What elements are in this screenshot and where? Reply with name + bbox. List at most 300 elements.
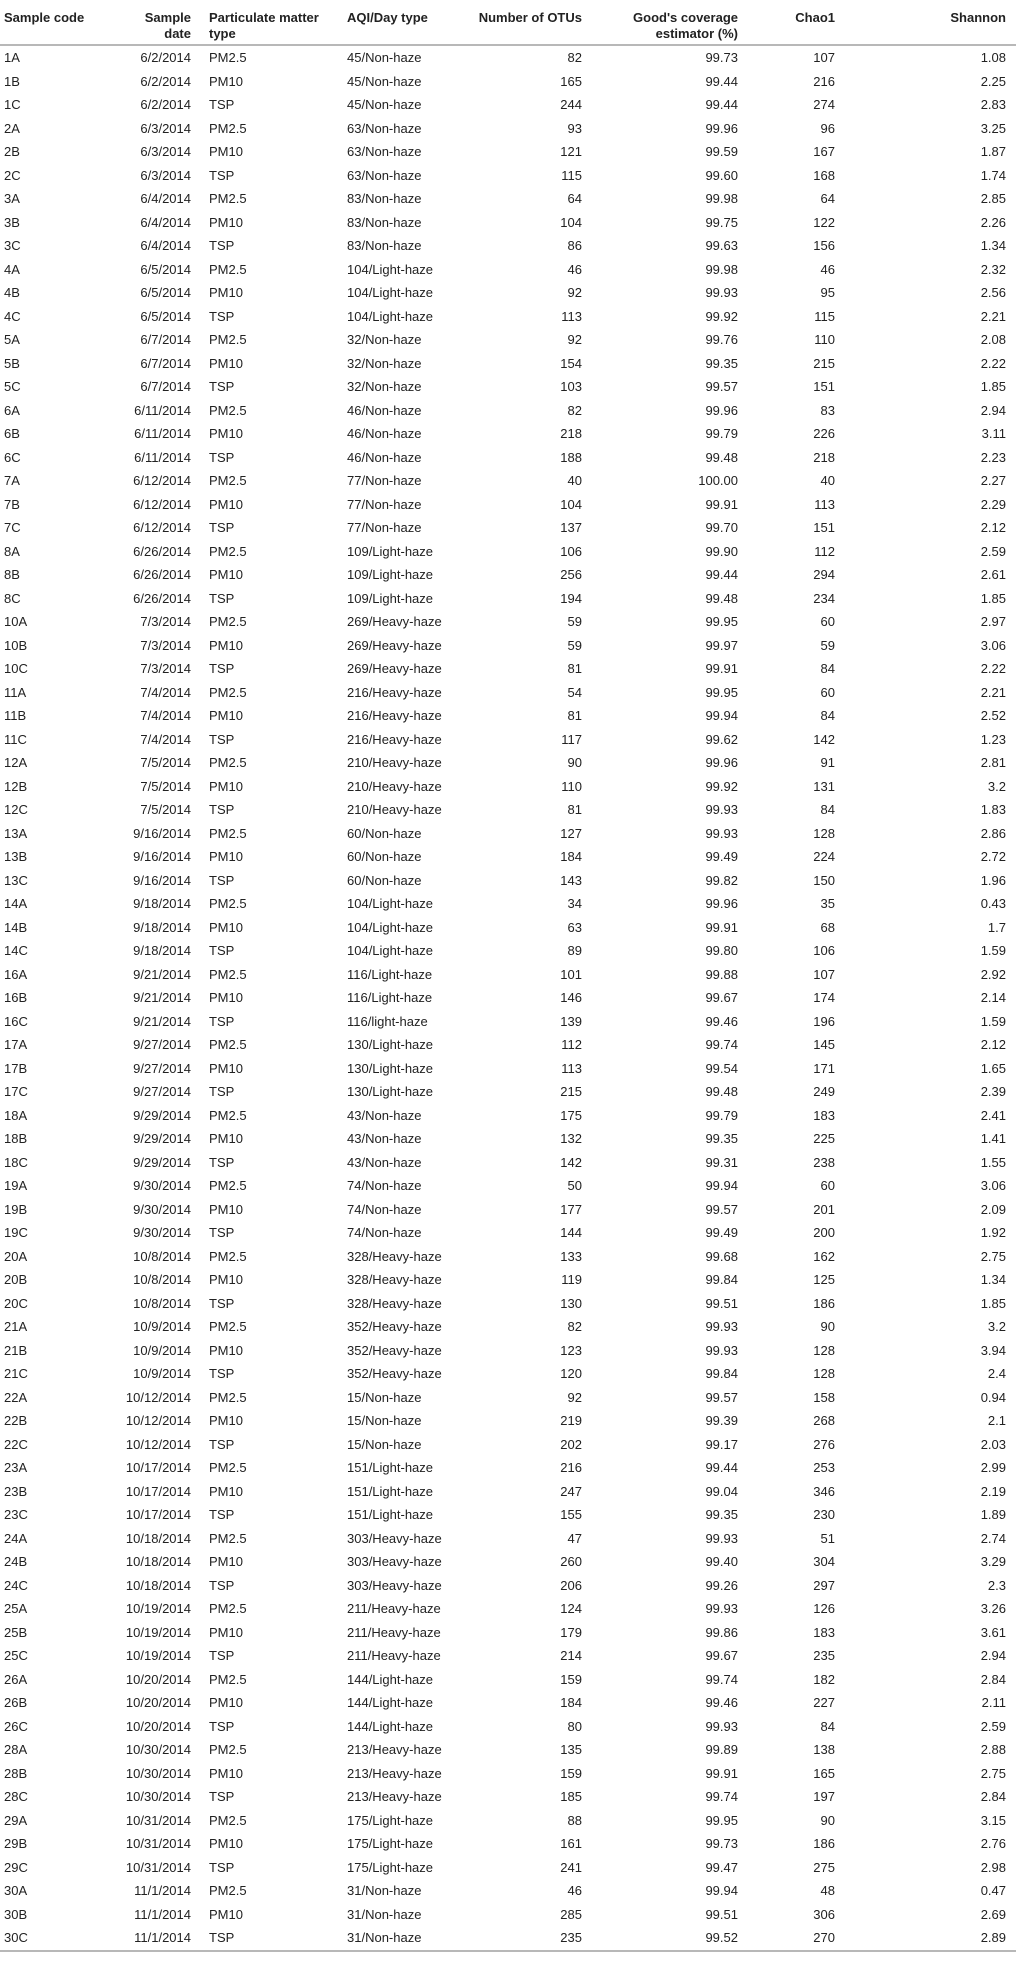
header-number-of-otus: Number of OTUs bbox=[473, 0, 596, 45]
cell-aqi-day-type: 104/Light-haze bbox=[347, 896, 434, 911]
cell-goods-coverage: 99.91 bbox=[705, 1765, 738, 1781]
cell-number-of-otus: 124 bbox=[560, 1601, 582, 1616]
table-row bbox=[0, 1362, 1016, 1386]
cell-chao1: 183 bbox=[813, 1624, 835, 1640]
cell-aqi-day-type: 216/Heavy-haze bbox=[347, 708, 442, 723]
cell-particulate-matter-type: TSP bbox=[209, 449, 235, 465]
cell-aqi-day-type: 63/Non-haze bbox=[347, 167, 422, 183]
cell-chao1: 90 bbox=[820, 1812, 835, 1828]
cell-particulate-matter-type: TSP bbox=[209, 520, 235, 535]
table-row bbox=[0, 963, 1016, 987]
table-row bbox=[0, 493, 1016, 517]
cell-sample-code: 5C bbox=[4, 379, 21, 394]
table-row bbox=[0, 1691, 1016, 1715]
cell-sample-code: 26B bbox=[4, 1695, 28, 1710]
cell-particulate-matter-type: PM10 bbox=[209, 1201, 243, 1217]
cell-sample-date: 10/9/2014 bbox=[133, 1319, 191, 1334]
cell-number-of-otus: 113 bbox=[561, 308, 582, 324]
cell-shannon: 2.29 bbox=[980, 496, 1006, 512]
cell-goods-coverage: 99.94 bbox=[705, 708, 738, 723]
cell-shannon: 1.85 bbox=[980, 590, 1006, 606]
cell-sample-code: 6B bbox=[4, 426, 20, 441]
cell-particulate-matter-type: PM10 bbox=[209, 144, 243, 159]
cell-shannon: 2.23 bbox=[980, 449, 1006, 465]
cell-chao1: 151 bbox=[813, 520, 835, 535]
cell-number-of-otus: 115 bbox=[561, 167, 582, 183]
cell-sample-code: 14A bbox=[4, 896, 28, 911]
cell-chao1: 186 bbox=[813, 1295, 835, 1311]
table-row bbox=[0, 798, 1016, 822]
cell-particulate-matter-type: TSP bbox=[209, 1648, 235, 1663]
cell-chao1: 346 bbox=[813, 1483, 835, 1499]
cell-chao1: 68 bbox=[820, 919, 835, 935]
cell-goods-coverage: 99.91 bbox=[705, 496, 738, 512]
cell-chao1: 186 bbox=[813, 1836, 835, 1851]
cell-goods-coverage: 99.26 bbox=[705, 1577, 738, 1593]
cell-number-of-otus: 81 bbox=[567, 708, 582, 723]
cell-particulate-matter-type: PM10 bbox=[209, 1906, 243, 1922]
cell-sample-date: 10/19/2014 bbox=[125, 1648, 191, 1663]
cell-sample-date: 10/19/2014 bbox=[125, 1601, 191, 1616]
cell-sample-code: 12A bbox=[4, 755, 28, 770]
cell-number-of-otus: 241 bbox=[560, 1859, 582, 1875]
cell-particulate-matter-type: TSP bbox=[209, 379, 235, 394]
cell-aqi-day-type: 32/Non-haze bbox=[347, 332, 422, 347]
cell-sample-date: 10/12/2014 bbox=[125, 1389, 191, 1405]
cell-sample-code: 13A bbox=[4, 825, 28, 841]
cell-sample-date: 9/18/2014 bbox=[133, 896, 191, 911]
cell-number-of-otus: 92 bbox=[567, 332, 582, 347]
cell-sample-date: 9/16/2014 bbox=[133, 825, 191, 841]
cell-aqi-day-type: 109/Light-haze bbox=[347, 590, 434, 606]
cell-shannon: 2.22 bbox=[980, 355, 1006, 371]
cell-number-of-otus: 63 bbox=[567, 919, 582, 935]
cell-number-of-otus: 110 bbox=[561, 778, 582, 794]
cell-shannon: 2.86 bbox=[980, 825, 1006, 841]
cell-particulate-matter-type: PM10 bbox=[209, 778, 243, 794]
cell-chao1: 218 bbox=[813, 449, 835, 465]
cell-number-of-otus: 101 bbox=[560, 966, 582, 982]
cell-number-of-otus: 46 bbox=[567, 1883, 582, 1898]
cell-shannon: 1.08 bbox=[980, 50, 1006, 65]
cell-number-of-otus: 175 bbox=[560, 1107, 582, 1123]
cell-chao1: 158 bbox=[813, 1389, 835, 1405]
cell-sample-date: 9/27/2014 bbox=[133, 1060, 191, 1076]
cell-particulate-matter-type: PM10 bbox=[209, 1272, 243, 1287]
cell-number-of-otus: 165 bbox=[560, 73, 582, 89]
cell-shannon: 1.83 bbox=[980, 802, 1006, 817]
cell-shannon: 3.15 bbox=[980, 1812, 1006, 1828]
cell-goods-coverage: 99.82 bbox=[705, 872, 738, 888]
cell-chao1: 95 bbox=[820, 285, 835, 300]
cell-sample-code: 4C bbox=[4, 308, 21, 324]
cell-sample-date: 9/29/2014 bbox=[133, 1154, 191, 1170]
cell-goods-coverage: 99.44 bbox=[705, 97, 738, 112]
cell-aqi-day-type: 63/Non-haze bbox=[347, 120, 422, 136]
cell-sample-code: 10C bbox=[4, 661, 28, 676]
cell-sample-date: 10/12/2014 bbox=[125, 1413, 191, 1428]
cell-aqi-day-type: 144/Light-haze bbox=[347, 1718, 434, 1734]
cell-chao1: 46 bbox=[820, 261, 835, 277]
cell-chao1: 90 bbox=[820, 1319, 835, 1334]
cell-chao1: 115 bbox=[814, 308, 835, 324]
cell-sample-code: 7B bbox=[4, 496, 20, 512]
cell-chao1: 91 bbox=[820, 755, 835, 770]
cell-number-of-otus: 80 bbox=[567, 1718, 582, 1734]
cell-goods-coverage: 99.96 bbox=[705, 896, 738, 911]
cell-sample-date: 6/4/2014 bbox=[140, 238, 191, 253]
cell-shannon: 2.72 bbox=[980, 849, 1006, 864]
cell-sample-date: 10/17/2014 bbox=[125, 1483, 191, 1499]
cell-chao1: 151 bbox=[813, 379, 835, 394]
cell-sample-code: 8C bbox=[4, 590, 21, 606]
cell-sample-code: 20C bbox=[4, 1295, 28, 1311]
cell-number-of-otus: 59 bbox=[567, 637, 582, 653]
table-row bbox=[0, 1903, 1016, 1927]
cell-chao1: 235 bbox=[813, 1648, 835, 1663]
cell-shannon: 1.92 bbox=[980, 1225, 1006, 1240]
cell-chao1: 294 bbox=[813, 567, 835, 582]
cell-number-of-otus: 93 bbox=[567, 120, 582, 136]
cell-particulate-matter-type: PM2.5 bbox=[209, 1742, 247, 1757]
cell-sample-date: 6/12/2014 bbox=[133, 496, 191, 512]
cell-goods-coverage: 99.94 bbox=[705, 1178, 738, 1193]
cell-aqi-day-type: 83/Non-haze bbox=[347, 214, 422, 230]
cell-particulate-matter-type: TSP bbox=[209, 1577, 235, 1593]
cell-goods-coverage: 99.46 bbox=[705, 1695, 738, 1710]
cell-aqi-day-type: 74/Non-haze bbox=[347, 1225, 422, 1240]
table-row bbox=[0, 1809, 1016, 1833]
cell-shannon: 1.23 bbox=[980, 731, 1006, 747]
cell-sample-code: 19C bbox=[4, 1225, 28, 1240]
table-row bbox=[0, 1057, 1016, 1081]
cell-number-of-otus: 81 bbox=[567, 802, 582, 817]
table-row bbox=[0, 563, 1016, 587]
cell-chao1: 200 bbox=[813, 1225, 835, 1240]
cell-shannon: 1.59 bbox=[980, 943, 1006, 958]
cell-shannon: 2.21 bbox=[980, 684, 1006, 700]
cell-chao1: 122 bbox=[813, 214, 835, 230]
cell-chao1: 275 bbox=[813, 1859, 835, 1875]
cell-chao1: 183 bbox=[813, 1107, 835, 1123]
cell-aqi-day-type: 175/Light-haze bbox=[347, 1859, 434, 1875]
cell-particulate-matter-type: PM10 bbox=[209, 1060, 243, 1076]
cell-sample-code: 4B bbox=[4, 285, 20, 300]
cell-particulate-matter-type: PM2.5 bbox=[209, 1178, 247, 1193]
cell-number-of-otus: 92 bbox=[567, 1389, 582, 1405]
cell-chao1: 270 bbox=[752, 1926, 845, 1951]
cell-sample-code: 4A bbox=[4, 261, 20, 277]
table-row bbox=[0, 281, 1016, 305]
table-row bbox=[0, 1574, 1016, 1598]
table-header bbox=[0, 0, 1016, 45]
cell-aqi-day-type: 63/Non-haze bbox=[347, 144, 422, 159]
cell-shannon: 0.47 bbox=[980, 1883, 1006, 1898]
cell-sample-date: 9/18/2014 bbox=[133, 919, 191, 935]
cell-goods-coverage: 99.67 bbox=[705, 990, 738, 1005]
cell-number-of-otus: 155 bbox=[560, 1507, 582, 1522]
cell-sample-code: 11B bbox=[4, 708, 27, 723]
cell-shannon: 2.85 bbox=[980, 191, 1006, 206]
cell-sample-date: 9/27/2014 bbox=[133, 1037, 191, 1052]
cell-goods-coverage: 99.48 bbox=[705, 449, 738, 465]
cell-chao1: 131 bbox=[813, 778, 835, 794]
table-row bbox=[0, 1221, 1016, 1245]
cell-particulate-matter-type: PM2.5 bbox=[209, 473, 247, 488]
cell-number-of-otus: 260 bbox=[560, 1554, 582, 1569]
table-row bbox=[0, 1738, 1016, 1762]
table-row bbox=[0, 1409, 1016, 1433]
cell-goods-coverage: 99.44 bbox=[705, 567, 738, 582]
cell-number-of-otus: 256 bbox=[560, 567, 582, 582]
cell-aqi-day-type: 210/Heavy-haze bbox=[347, 755, 442, 770]
cell-sample-date: 10/8/2014 bbox=[133, 1272, 191, 1287]
cell-sample-date: 6/4/2014 bbox=[140, 191, 191, 206]
table-row bbox=[0, 140, 1016, 164]
cell-goods-coverage: 99.62 bbox=[705, 731, 738, 747]
cell-shannon: 3.06 bbox=[980, 637, 1006, 653]
cell-shannon: 1.34 bbox=[980, 1272, 1006, 1287]
cell-shannon: 1.74 bbox=[980, 167, 1006, 183]
cell-number-of-otus: 206 bbox=[560, 1577, 582, 1593]
cell-sample-date: 9/30/2014 bbox=[133, 1201, 191, 1217]
cell-goods-coverage: 99.79 bbox=[705, 1107, 738, 1123]
cell-shannon: 2.84 bbox=[980, 1789, 1006, 1804]
cell-number-of-otus: 46 bbox=[567, 261, 582, 277]
cell-number-of-otus: 113 bbox=[561, 1060, 582, 1076]
cell-number-of-otus: 146 bbox=[560, 990, 582, 1005]
cell-sample-code: 30A bbox=[4, 1883, 28, 1898]
cell-goods-coverage: 99.31 bbox=[705, 1154, 738, 1170]
cell-sample-code: 11A bbox=[4, 684, 27, 700]
cell-number-of-otus: 244 bbox=[560, 97, 582, 112]
cell-shannon: 2.03 bbox=[980, 1436, 1006, 1452]
cell-particulate-matter-type: TSP bbox=[209, 167, 235, 183]
cell-sample-date: 7/5/2014 bbox=[140, 778, 191, 794]
table-row bbox=[0, 1762, 1016, 1786]
cell-chao1: 171 bbox=[813, 1060, 835, 1076]
table-row bbox=[0, 1856, 1016, 1880]
cell-chao1: 107 bbox=[813, 50, 835, 65]
cell-chao1: 40 bbox=[820, 473, 835, 488]
cell-chao1: 306 bbox=[813, 1906, 835, 1922]
cell-shannon: 2.4 bbox=[987, 1366, 1006, 1381]
cell-sample-code: 24B bbox=[4, 1554, 28, 1569]
cell-particulate-matter-type: PM10 bbox=[209, 919, 243, 935]
cell-shannon: 2.22 bbox=[980, 661, 1006, 676]
cell-shannon: 1.7 bbox=[987, 919, 1006, 935]
cell-aqi-day-type: 31/Non-haze bbox=[343, 1926, 473, 1951]
cell-shannon: 2.52 bbox=[980, 708, 1006, 723]
table-row bbox=[0, 916, 1016, 940]
cell-number-of-otus: 89 bbox=[567, 943, 582, 958]
cell-sample-date: 6/3/2014 bbox=[140, 144, 191, 159]
cell-shannon: 2.26 bbox=[980, 214, 1006, 230]
cell-chao1: 224 bbox=[813, 849, 835, 864]
cell-aqi-day-type: 328/Heavy-haze bbox=[347, 1272, 442, 1287]
cell-particulate-matter-type: PM2.5 bbox=[209, 1530, 247, 1546]
cell-particulate-matter-type: TSP bbox=[209, 731, 235, 747]
cell-particulate-matter-type: TSP bbox=[209, 1013, 235, 1029]
table-row bbox=[0, 869, 1016, 893]
table-row bbox=[0, 1315, 1016, 1339]
cell-sample-code: 7C bbox=[4, 520, 21, 535]
cell-shannon: 1.85 bbox=[980, 379, 1006, 394]
table-row bbox=[0, 328, 1016, 352]
cell-shannon: 2.75 bbox=[980, 1765, 1006, 1781]
cell-sample-code: 28B bbox=[4, 1765, 28, 1781]
cell-particulate-matter-type: TSP bbox=[209, 1718, 235, 1734]
cell-goods-coverage: 100.00 bbox=[698, 473, 738, 488]
cell-particulate-matter-type: PM10 bbox=[209, 285, 243, 300]
cell-particulate-matter-type: PM10 bbox=[209, 355, 243, 371]
cell-number-of-otus: 179 bbox=[560, 1624, 582, 1640]
table-row bbox=[0, 1480, 1016, 1504]
cell-goods-coverage: 99.92 bbox=[705, 308, 738, 324]
cell-aqi-day-type: 303/Heavy-haze bbox=[347, 1577, 442, 1593]
cell-sample-date: 10/31/2014 bbox=[125, 1812, 191, 1828]
table-row bbox=[0, 1174, 1016, 1198]
cell-goods-coverage: 99.91 bbox=[705, 919, 738, 935]
cell-shannon: 3.26 bbox=[980, 1601, 1006, 1616]
cell-shannon: 3.29 bbox=[980, 1554, 1006, 1569]
cell-sample-code: 28C bbox=[4, 1789, 28, 1804]
cell-goods-coverage: 99.93 bbox=[705, 1601, 738, 1616]
cell-goods-coverage: 99.51 bbox=[705, 1906, 738, 1922]
cell-chao1: 60 bbox=[820, 614, 835, 629]
cell-goods-coverage: 99.44 bbox=[705, 73, 738, 89]
cell-aqi-day-type: 116/Light-haze bbox=[347, 990, 433, 1005]
cell-chao1: 162 bbox=[813, 1248, 835, 1264]
cell-goods-coverage: 99.39 bbox=[705, 1413, 738, 1428]
header-row bbox=[0, 0, 1016, 45]
cell-sample-code: 2C bbox=[4, 167, 21, 183]
cell-sample-code: 8A bbox=[4, 543, 20, 559]
cell-sample-code: 1A bbox=[4, 50, 20, 65]
cell-shannon: 2.08 bbox=[980, 332, 1006, 347]
cell-shannon: 0.43 bbox=[980, 896, 1006, 911]
cell-shannon: 2.41 bbox=[980, 1107, 1006, 1123]
table-row bbox=[0, 375, 1016, 399]
cell-number-of-otus: 184 bbox=[560, 1695, 582, 1710]
cell-number-of-otus: 247 bbox=[560, 1483, 582, 1499]
header-sample-date: Sample date bbox=[113, 0, 205, 45]
cell-sample-date: 6/12/2014 bbox=[133, 473, 191, 488]
cell-aqi-day-type: 104/Light-haze bbox=[347, 943, 434, 958]
table-row bbox=[0, 939, 1016, 963]
header-aqi-day-type: AQI/Day type bbox=[343, 0, 473, 45]
cell-aqi-day-type: 213/Heavy-haze bbox=[347, 1765, 442, 1781]
cell-shannon: 2.12 bbox=[980, 1037, 1006, 1052]
cell-sample-date: 6/26/2014 bbox=[133, 567, 191, 582]
cell-sample-date: 10/31/2014 bbox=[125, 1836, 191, 1851]
cell-sample-date: 6/11/2014 bbox=[134, 402, 191, 418]
cell-number-of-otus: 144 bbox=[560, 1225, 582, 1240]
cell-sample-code: 24A bbox=[4, 1530, 28, 1546]
cell-particulate-matter-type: PM2.5 bbox=[209, 1601, 247, 1616]
cell-sample-date: 6/3/2014 bbox=[140, 120, 191, 136]
cell-particulate-matter-type: PM2.5 bbox=[209, 191, 247, 206]
cell-aqi-day-type: 104/Light-haze bbox=[347, 919, 434, 935]
cell-sample-code: 8B bbox=[4, 567, 20, 582]
cell-goods-coverage: 99.84 bbox=[705, 1272, 738, 1287]
cell-goods-coverage: 99.89 bbox=[705, 1742, 738, 1757]
cell-particulate-matter-type: PM2.5 bbox=[209, 1883, 247, 1898]
cell-chao1: 249 bbox=[813, 1084, 835, 1099]
cell-aqi-day-type: 210/Heavy-haze bbox=[347, 802, 442, 817]
cell-shannon: 2.94 bbox=[980, 402, 1006, 418]
cell-goods-coverage: 99.63 bbox=[705, 238, 738, 253]
cell-chao1: 138 bbox=[813, 1742, 835, 1757]
cell-aqi-day-type: 211/Heavy-haze bbox=[347, 1648, 441, 1663]
cell-number-of-otus: 177 bbox=[560, 1201, 582, 1217]
cell-aqi-day-type: 303/Heavy-haze bbox=[347, 1554, 442, 1569]
cell-number-of-otus: 133 bbox=[560, 1248, 582, 1264]
cell-goods-coverage: 99.91 bbox=[705, 661, 738, 676]
cell-goods-coverage: 99.98 bbox=[705, 191, 738, 206]
table-row bbox=[0, 1127, 1016, 1151]
cell-sample-code: 26C bbox=[4, 1718, 28, 1734]
cell-aqi-day-type: 45/Non-haze bbox=[347, 50, 422, 65]
table-row bbox=[0, 775, 1016, 799]
cell-number-of-otus: 112 bbox=[561, 1037, 582, 1052]
cell-sample-date: 6/7/2014 bbox=[140, 355, 191, 371]
cell-sample-date: 10/20/2014 bbox=[125, 1671, 191, 1687]
cell-sample-code: 22C bbox=[4, 1436, 28, 1452]
cell-number-of-otus: 135 bbox=[560, 1742, 582, 1757]
table-row bbox=[0, 1668, 1016, 1692]
cell-aqi-day-type: 15/Non-haze bbox=[347, 1413, 422, 1428]
cell-sample-date: 10/20/2014 bbox=[125, 1695, 191, 1710]
cell-particulate-matter-type: PM2.5 bbox=[209, 1671, 247, 1687]
cell-number-of-otus: 121 bbox=[560, 144, 582, 159]
cell-chao1: 156 bbox=[813, 238, 835, 253]
cell-number-of-otus: 81 bbox=[567, 661, 582, 676]
cell-goods-coverage: 99.88 bbox=[705, 966, 738, 982]
cell-particulate-matter-type: PM10 bbox=[209, 990, 243, 1005]
cell-number-of-otus: 127 bbox=[560, 825, 582, 841]
cell-chao1: 196 bbox=[813, 1013, 835, 1029]
cell-aqi-day-type: 303/Heavy-haze bbox=[347, 1530, 442, 1546]
cell-particulate-matter-type: TSP bbox=[209, 1859, 235, 1875]
cell-sample-date: 10/30/2014 bbox=[125, 1765, 191, 1781]
cell-aqi-day-type: 43/Non-haze bbox=[347, 1154, 422, 1170]
cell-sample-code: 7A bbox=[4, 473, 20, 488]
cell-particulate-matter-type: PM2.5 bbox=[209, 896, 247, 911]
cell-chao1: 126 bbox=[813, 1601, 835, 1616]
cell-sample-date: 6/2/2014 bbox=[140, 50, 191, 65]
cell-number-of-otus: 219 bbox=[560, 1413, 582, 1428]
cell-chao1: 167 bbox=[813, 144, 835, 159]
cell-shannon: 2.59 bbox=[980, 1718, 1006, 1734]
cell-sample-code: 14B bbox=[4, 919, 28, 935]
cell-particulate-matter-type: TSP bbox=[209, 1295, 235, 1311]
cell-chao1: 84 bbox=[820, 802, 835, 817]
cell-aqi-day-type: 175/Light-haze bbox=[347, 1836, 434, 1851]
cell-sample-date: 6/3/2014 bbox=[140, 167, 191, 183]
cell-particulate-matter-type: TSP bbox=[209, 1366, 235, 1381]
cell-chao1: 48 bbox=[820, 1883, 835, 1898]
cell-sample-code: 12C bbox=[4, 802, 28, 817]
cell-sample-date: 6/11/2014 bbox=[134, 426, 191, 441]
cell-goods-coverage: 99.35 bbox=[705, 1507, 738, 1522]
cell-goods-coverage: 99.92 bbox=[705, 778, 738, 794]
cell-particulate-matter-type: PM10 bbox=[209, 73, 243, 89]
cell-aqi-day-type: 31/Non-haze bbox=[347, 1906, 422, 1922]
cell-aqi-day-type: 43/Non-haze bbox=[347, 1131, 422, 1146]
cell-shannon: 2.09 bbox=[980, 1201, 1006, 1217]
cell-goods-coverage: 99.95 bbox=[705, 684, 738, 700]
